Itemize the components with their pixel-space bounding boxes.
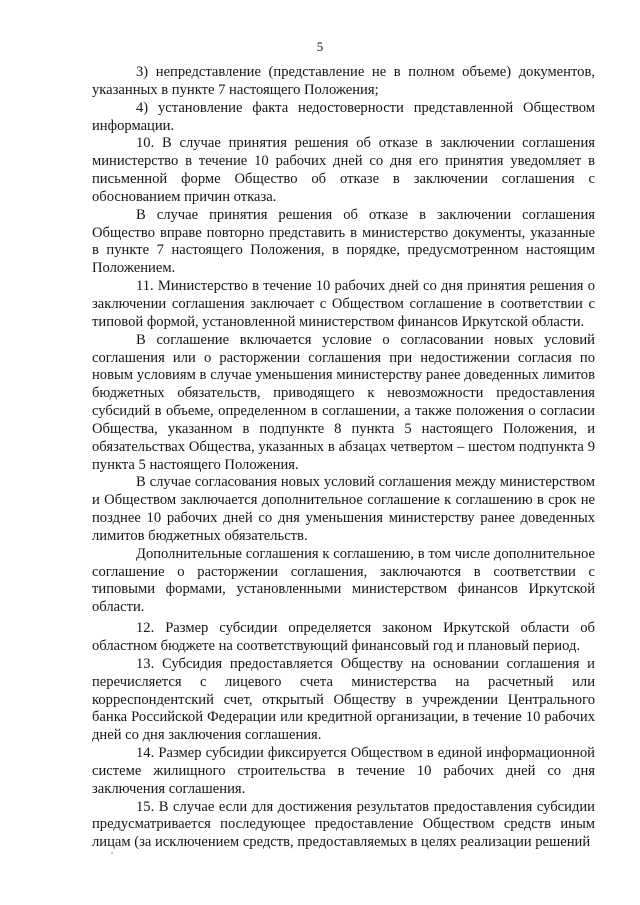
paragraph-clause-13: 13. Субсидия предоставляется Обществу на основании соглашения и перечисляется с лицевого счета министерства на расчетный или корреспондентский счет, открытый Обществу в учреждении Центрального банка Российской Федерации или кредитной организации, в течение 10 рабочих дней со дня заключения соглашения. bbox=[92, 655, 595, 744]
paragraph-additional-agreement: В случае согласования новых условий соглашения между министерством и Обществом заключается дополнительное соглашение к соглашению в срок не позднее 10 рабочих дней со дня уменьшения министерству ранее доведенных лимитов бюджетных обязательств. bbox=[92, 474, 595, 544]
paragraph-additional-agreement-forms: Дополнительные соглашения к соглашению, в том числе дополнительное соглашение о расторжении соглашения, заключаются в соответствии с типовыми формами, установленными министерством финансов Иркутской области. bbox=[92, 545, 595, 616]
paragraph-clause-15: 15. В случае если для достижения результатов предоставления субсидии предусматривается последующее предоставление Обществом средств иным лицам (за исключением средств, предоставляемых в целях реализации решений bbox=[92, 798, 595, 851]
paragraph-item-3: 3) непредставление (представление не в полном объеме) документов, указанных в пункте 7 настоящего Положения; bbox=[92, 64, 595, 98]
paragraph-clause-12: 12. Размер субсидии определяется законом Иркутской области об областном бюджете на соответствующий финансовый год и плановый период. bbox=[92, 620, 595, 654]
paragraph-clause-14: 14. Размер субсидии фиксируется Обществом в единой информационной системе жилищного строительства в течение 10 рабочих дней со дня заключения соглашения. bbox=[92, 745, 595, 797]
paragraph-clause-10: 10. В случае принятия решения об отказе в заключении соглашения министерство в течение 10 рабочих дней со дня его принятия уведомляет в письменной форме Общество об отказе в заключении соглашения с обоснованием причин отказа. bbox=[92, 135, 595, 205]
paragraph-agreement-conditions: В соглашение включается условие о согласовании новых условий соглашения или о расторжении соглашения при недостижении согласия по новым условиям в случае уменьшения министерству ранее доведенных лимитов бюджетных обязательств, приводящего к невозможности предоставления субсидий в объеме, определенном в соглашении, а также положения о согласии Общества, указанном в подпункте 8 пункта 5 настоящего Положения, и обязательствах Общества, указанных в абзацах четвертом – шестом подпункта 9 пункта 5 настоящего Положения. bbox=[92, 331, 595, 473]
paragraph-resubmission: В случае принятия решения об отказе в заключении соглашения Общество вправе повторно представить в министерство документы, указанные в пункте 7 настоящего Положения, в порядке, предусмотренном настоящим Положением. bbox=[92, 206, 595, 277]
page-number: 5 bbox=[316, 39, 324, 54]
scan-speck bbox=[111, 852, 113, 854]
document-body bbox=[92, 64, 595, 852]
paragraph-clause-11: 11. Министерство в течение 10 рабочих дней со дня принятия решения о заключении соглашения заключает с Обществом соглашение в соответствии с типовой формой, установленной министерством финансов Иркутской области. bbox=[92, 278, 595, 330]
paragraph-item-4: 4) установление факта недостоверности представленной Обществом информации. bbox=[92, 99, 595, 134]
